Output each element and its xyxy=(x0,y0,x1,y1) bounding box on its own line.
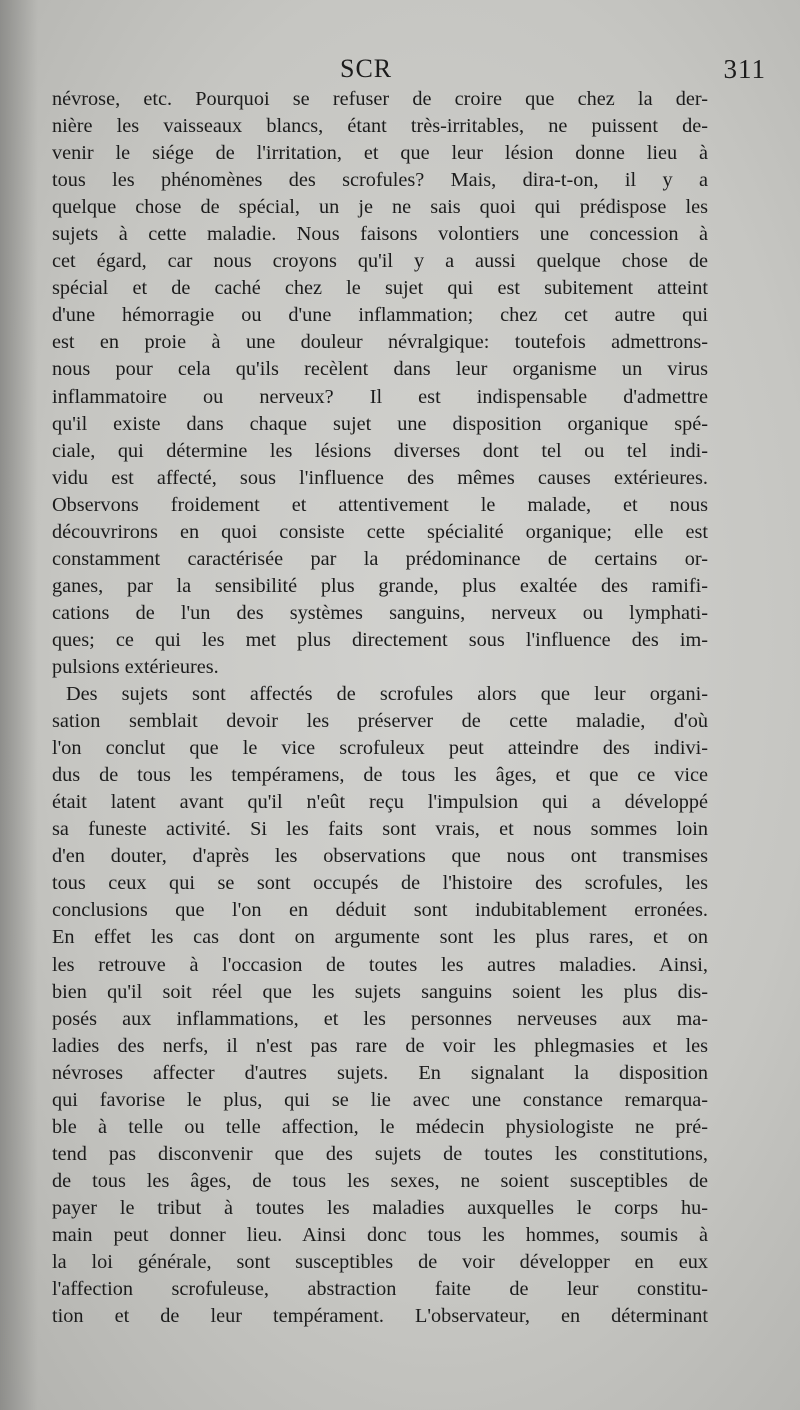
text-line: sa funeste activité. Si les faits sont vrais, et nous sommes loin xyxy=(52,818,708,841)
text-line: sation semblait devoir les préserver de cette maladie, d'où xyxy=(52,710,708,733)
text-line: cet égard, car nous croyons qu'il y a aussi quelque chose de xyxy=(52,250,708,273)
text-line: était latent avant qu'il n'eût reçu l'impulsion qui a développé xyxy=(52,791,708,814)
text-line: quelque chose de spécial, un je ne sais quoi qui prédispose les xyxy=(52,196,708,219)
text-line: En effet les cas dont on argumente sont les plus rares, et on xyxy=(52,926,708,949)
text-line: tion et de leur tempérament. L'observateur, en déterminant xyxy=(52,1305,708,1328)
text-line: ques; ce qui les met plus directement sous l'influence des im- xyxy=(52,628,708,651)
paragraph-start-line: Des sujets sont affectés de scrofules alors que leur organi- xyxy=(66,683,708,706)
text-line: main peut donner lieu. Ainsi donc tous les hommes, soumis à xyxy=(52,1223,708,1246)
text-line: spécial et de caché chez le sujet qui est subitement atteint xyxy=(52,277,708,300)
text-line: ganes, par la sensibilité plus grande, plus exaltée des ramifi- xyxy=(52,574,708,597)
text-line: les retrouve à l'occasion de toutes les autres maladies. Ainsi, xyxy=(52,953,708,976)
running-head: SCR xyxy=(340,54,393,83)
text-line: névroses affecter d'autres sujets. En signalant la disposition xyxy=(52,1061,708,1084)
text-line: découvrirons en quoi consiste cette spécialité organique; elle est xyxy=(52,520,708,543)
text-line: dus de tous les tempéramens, de tous les âges, et que ce vice xyxy=(52,764,708,787)
text-line: sujets à cette maladie. Nous faisons volontiers une concession à xyxy=(52,223,708,246)
text-line: vidu est affecté, sous l'influence des mêmes causes extérieures. xyxy=(52,466,708,489)
text-line: de tous les âges, de tous les sexes, ne soient susceptibles de xyxy=(52,1169,708,1192)
text-line: tous les phénomènes des scrofules? Mais, dira-t-on, il y a xyxy=(52,169,708,192)
text-line: constamment caractérisée par la prédominance de certains or- xyxy=(52,547,708,570)
binding-shadow xyxy=(0,0,38,1410)
text-line: qu'il existe dans chaque sujet une disposition organique spé- xyxy=(52,412,708,435)
text-line: est en proie à une douleur névralgique: toutefois admettrons- xyxy=(52,331,708,354)
text-line: bien qu'il soit réel que les sujets sanguins soient les plus dis- xyxy=(52,980,708,1003)
text-line: la loi générale, sont susceptibles de voir développer en eux xyxy=(52,1251,708,1274)
text-line: inflammatoire ou nerveux? Il est indispensable d'admettre xyxy=(52,385,708,408)
text-line: ble à telle ou telle affection, le médecin physiologiste ne pré- xyxy=(52,1115,708,1138)
text-line: d'en douter, d'après les observations que nous ont transmises xyxy=(52,845,708,868)
text-line: nous pour cela qu'ils recèlent dans leur organisme un virus xyxy=(52,358,708,381)
text-line: ladies des nerfs, il n'est pas rare de voir les phlegmasies et les xyxy=(52,1034,708,1057)
text-line: conclusions que l'on en déduit sont indubitablement erronées. xyxy=(52,899,708,922)
text-line: posés aux inflammations, et les personnes nerveuses aux ma- xyxy=(52,1007,708,1030)
text-line: tous ceux qui se sont occupés de l'histoire des scrofules, les xyxy=(52,872,708,895)
text-line: d'une hémorragie ou d'une inflammation; chez cet autre qui xyxy=(52,304,708,327)
text-line: l'on conclut que le vice scrofuleux peut atteindre des indivi- xyxy=(52,737,708,760)
text-line: névrose, etc. Pourquoi se refuser de croire que chez la der- xyxy=(52,88,708,110)
page-number: 311 xyxy=(723,54,766,84)
text-line: ciale, qui détermine les lésions diverses dont tel ou tel indi- xyxy=(52,439,708,462)
text-line: payer le tribut à toutes les maladies auxquelles le corps hu- xyxy=(52,1196,708,1219)
text-line: nière les vaisseaux blancs, étant très-irritables, ne puissent de- xyxy=(52,115,708,138)
text-line: cations de l'un des systèmes sanguins, nerveux ou lymphati- xyxy=(52,601,708,624)
body-text xyxy=(52,86,708,1330)
paragraph-end-line: pulsions extérieures. xyxy=(52,655,219,678)
text-line: qui favorise le plus, qui se lie avec une constance remarqua- xyxy=(52,1088,708,1111)
text-line: Observons froidement et attentivement le malade, et nous xyxy=(52,493,708,516)
text-line: tend pas disconvenir que des sujets de toutes les constitutions, xyxy=(52,1142,708,1165)
text-line: venir le siége de l'irritation, et que leur lésion donne lieu à xyxy=(52,142,708,165)
text-line: l'affection scrofuleuse, abstraction faite de leur constitu- xyxy=(52,1278,708,1301)
